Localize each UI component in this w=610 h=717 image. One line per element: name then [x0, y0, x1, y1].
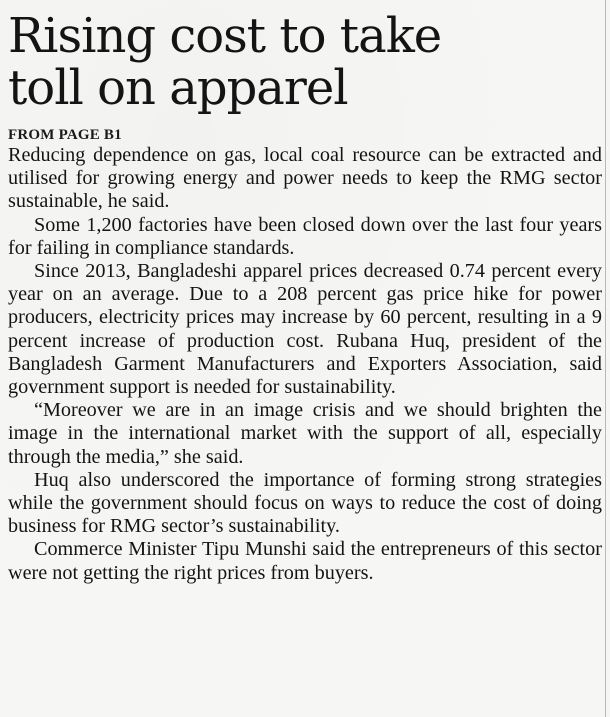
paragraph-5: Huq also underscored the importance of forming strong strategies while the government should focus on ways to reduce the cost of doing business for RMG sector’s sustainability.: [8, 468, 602, 538]
headline-line-1: Rising cost to take: [8, 8, 442, 64]
continuation-label: FROM PAGE B1: [8, 127, 122, 143]
paragraph-3: Since 2013, Bangladeshi apparel prices decreased 0.74 percent every year on an average. Due to a 208 percent gas price hike for power producers, electricity prices may increase by 60 percent, resulting in a 9 percent increase of production cost. Rubana Huq, president of the Bangladesh Garment Manufacturers and Exporters Association, said government support is needed for sustainability.: [8, 260, 602, 399]
paragraph-1: Reducing dependence on gas, local coal resource can be extracted and utilised for growing energy and power needs to keep the RMG sector sustainable, he said.: [8, 144, 602, 213]
paragraph-6: Commerce Minister Tipu Munshi said the entrepreneurs of this sector were not getting the right prices from buyers.: [8, 538, 602, 584]
column-rule: [605, 0, 606, 717]
headline: [8, 10, 602, 114]
paragraph-4: “Moreover we are in an image crisis and we should brighten the image in the international market with the support of all, especially through the media,” she said.: [8, 399, 602, 468]
paragraph-2: Some 1,200 factories have been closed down over the last four years for failing in compliance standards.: [8, 213, 602, 259]
article-body: [8, 144, 602, 585]
headline-line-2: toll on apparel: [8, 60, 348, 116]
